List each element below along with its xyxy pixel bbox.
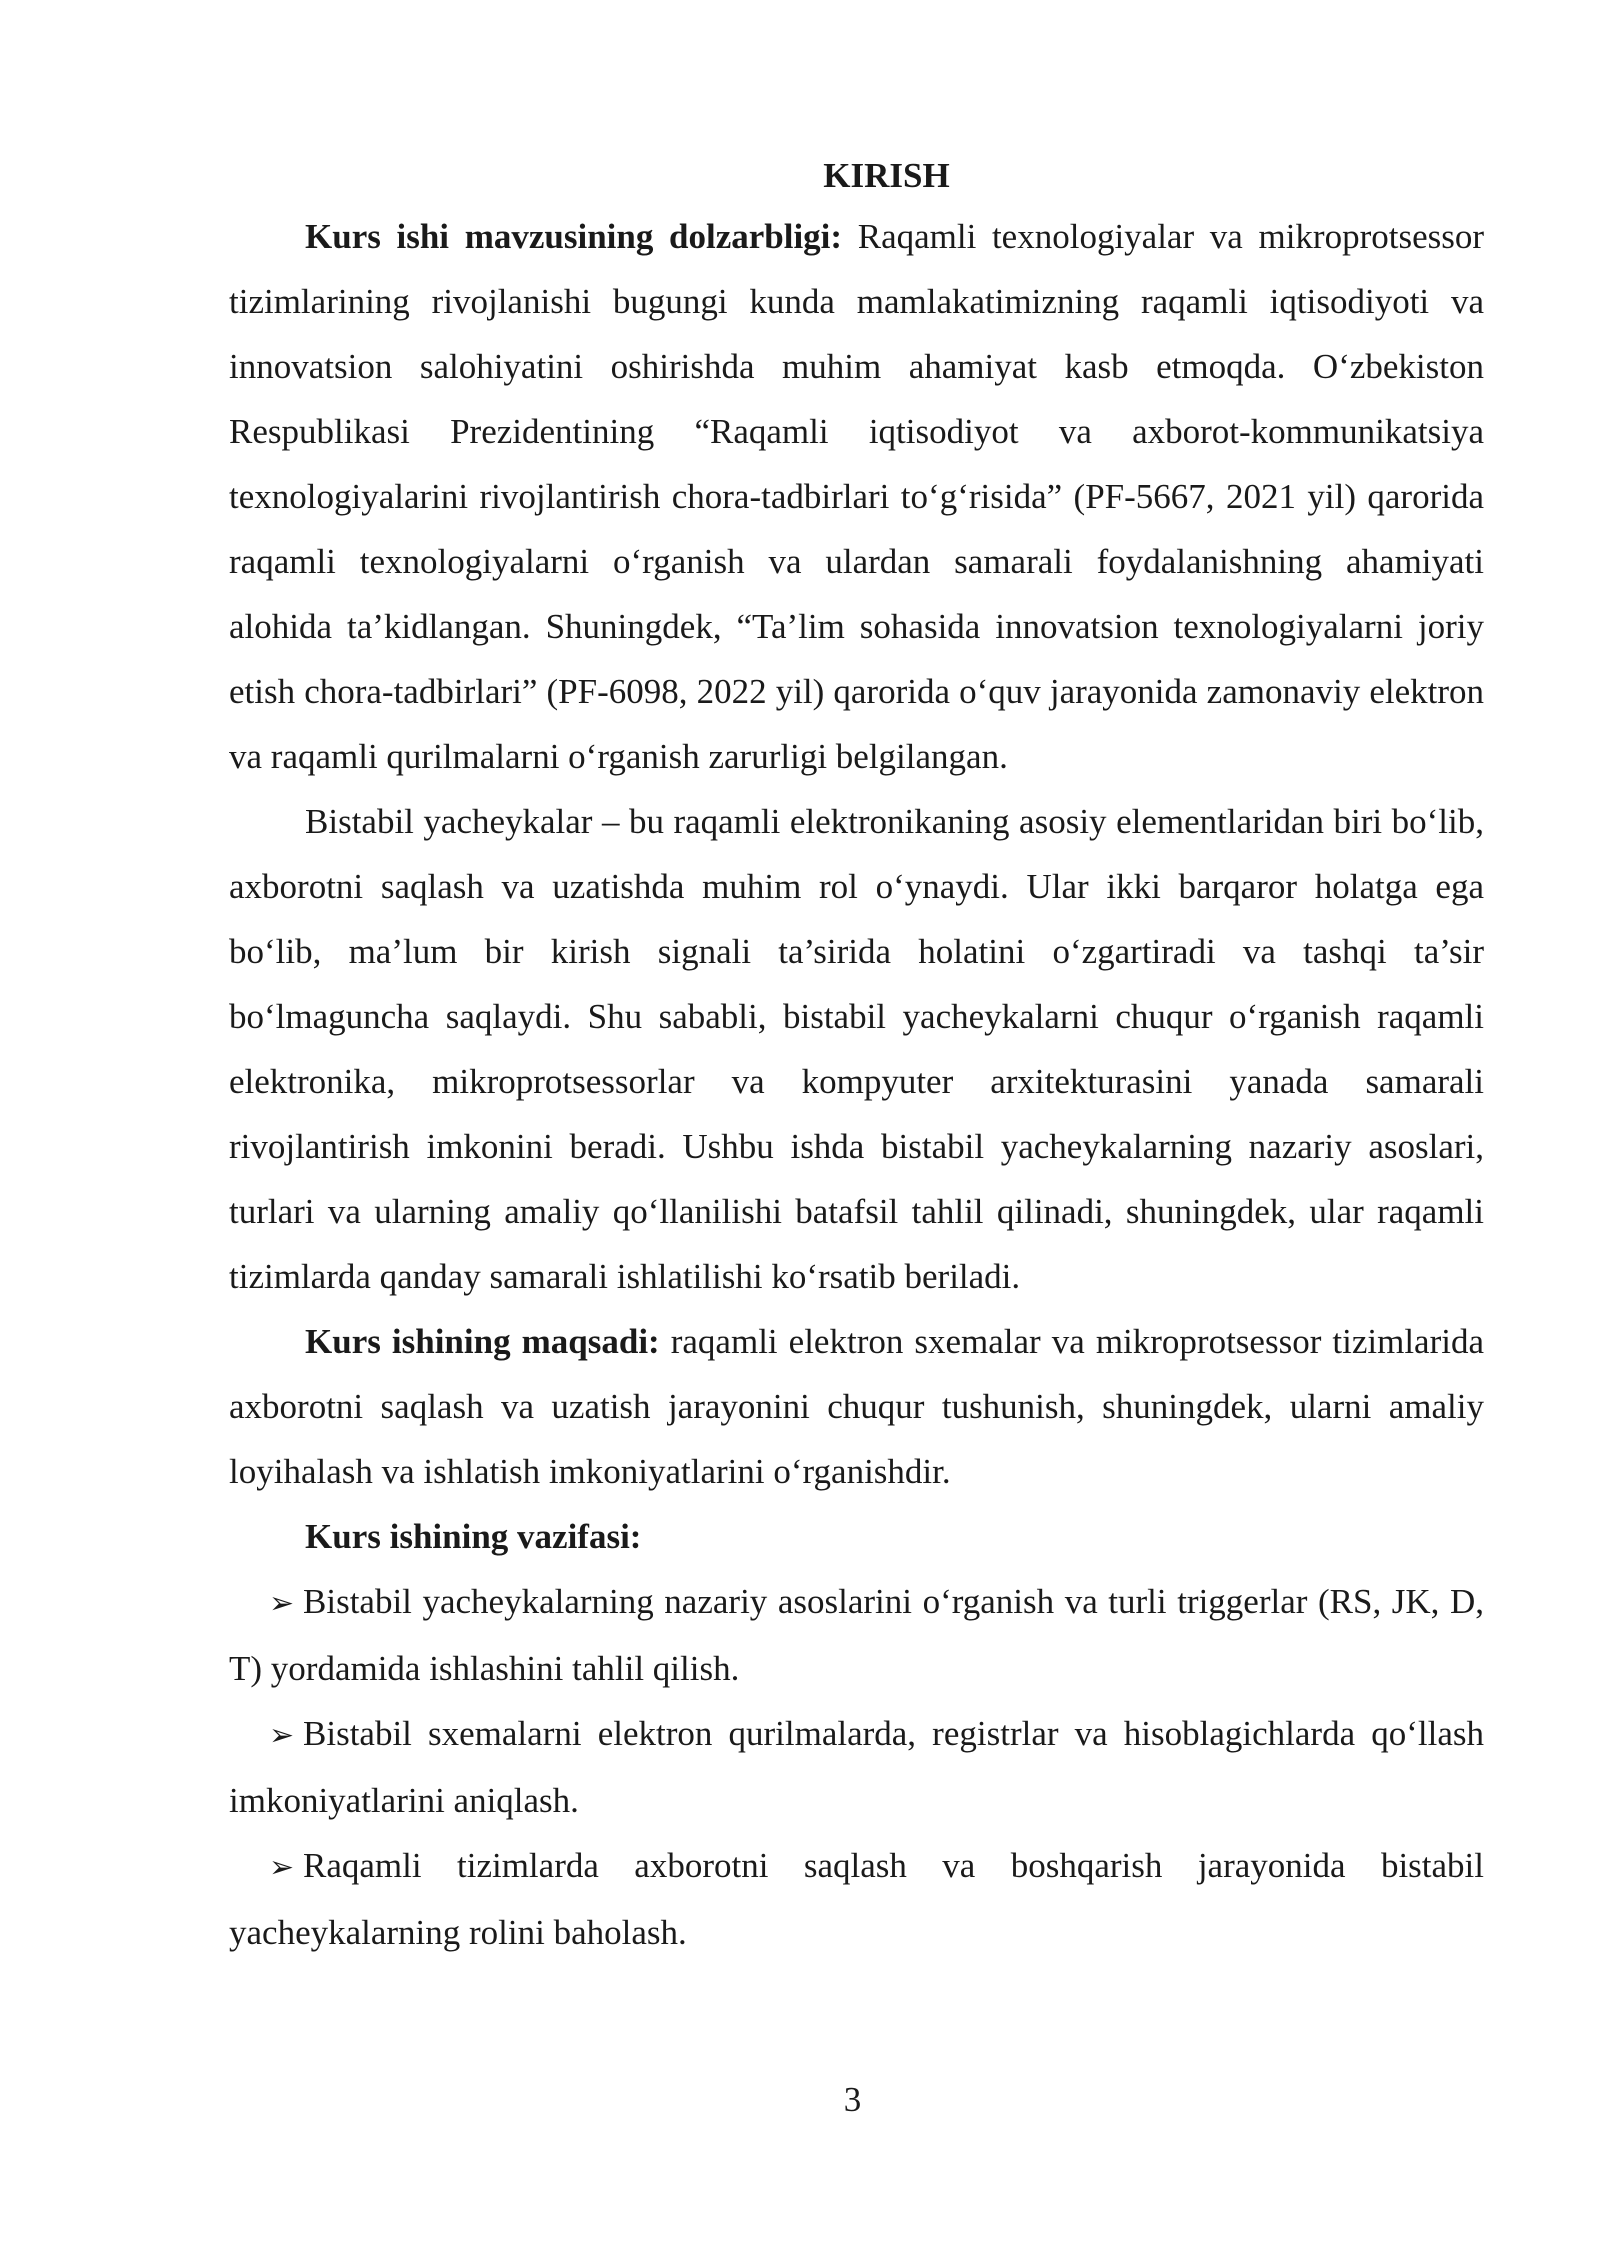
arrow-bullet-icon: ➢ xyxy=(269,1587,295,1620)
tasks-heading: Kurs ishining vazifasi: xyxy=(305,1517,642,1556)
arrow-bullet-icon: ➢ xyxy=(269,1851,295,1884)
list-item-text: Bistabil yacheykalarning nazariy asoslarini o‘rganish va turli triggerlar (RS, JK, D, T) yordamida ishlashini tahlil qilish. xyxy=(229,1582,1484,1688)
bistable-cells-paragraph: Bistabil yacheykalar – bu raqamli elektronikaning asosiy elementlaridan biri bo‘lib, axborotni saqlash va uzatishda muhim rol o‘ynaydi. Ular ikki barqaror holatga ega bo‘lib, ma’lum bir kirish signali ta’sirida holatini o‘zgartiradi va tashqi ta’sir bo‘lmaguncha saqlaydi. Shu sababli, bistabil yacheykalarni chuqur o‘rganish raqamli elektronika, mikroprotsessorlar va kompyuter arxitekturasini yanada samarali rivojlantirish imkonini beradi. Ushbu ishda bistabil yacheykalarning nazariy asoslari, turlari va ularning amaliy qo‘llanilishi batafsil tahlil qilinadi, shuningdek, ular raqamli tizimlarda qanday samarali ishlatilishi ko‘rsatib beriladi. xyxy=(229,802,1484,1296)
arrow-bullet-icon: ➢ xyxy=(269,1719,295,1752)
relevance-label: Kurs ishi mavzusining dolzarbligi: xyxy=(305,217,843,256)
list-item xyxy=(229,1833,1484,1965)
goal-paragraph xyxy=(229,1309,1484,1504)
list-item-text: Bistabil sxemalarni elektron qurilmalarda, registrlar va hisoblagichlarda qo‘llash imkoniyatlarini aniqlash. xyxy=(229,1714,1484,1820)
relevance-paragraph xyxy=(229,204,1484,789)
goal-label: Kurs ishining maqsadi: xyxy=(305,1322,660,1361)
page-content xyxy=(229,148,1484,1965)
list-item xyxy=(229,1569,1484,1701)
relevance-text: Raqamli texnologiyalar va mikroprotsessor tizimlarining rivojlanishi bugungi kunda mamlakatimizning raqamli iqtisodiyoti va innovatsion salohiyatini oshirishda muhim ahamiyat kasb etmoqda. O‘zbekiston Respublikasi Prezidentining “Raqamli iqtisodiyot va axborot-kommunikatsiya texnologiyalarini rivojlantirish chora-tadbirlari to‘g‘risida” (PF-5667, 2021 yil) qarorida raqamli texnologiyalarni o‘rganish va ulardan samarali foydalanishning ahamiyati alohida ta’kidlangan. Shuningdek, “Ta’lim sohasida innovatsion texnologiyalarni joriy etish chora-tadbirlari” (PF-6098, 2022 yil) qarorida o‘quv jarayonida zamonaviy elektron va raqamli qurilmalarni o‘rganish zarurligi belgilangan. xyxy=(229,217,1484,776)
page-title: KIRISH xyxy=(823,156,950,195)
page-number: 3 xyxy=(843,2080,862,2119)
list-item xyxy=(229,1701,1484,1833)
goal-text: raqamli elektron sxemalar va mikroprotsessor tizimlarida axborotni saqlash va uzatish jarayonini chuqur tushunish, shuningdek, ularni amaliy loyihalash va ishlatish imkoniyatlarini o‘rganishdir. xyxy=(229,1322,1484,1491)
list-item-text: Raqamli tizimlarda axborotni saqlash va boshqarish jarayonida bistabil yacheykalarning rolini baholash. xyxy=(229,1846,1484,1952)
